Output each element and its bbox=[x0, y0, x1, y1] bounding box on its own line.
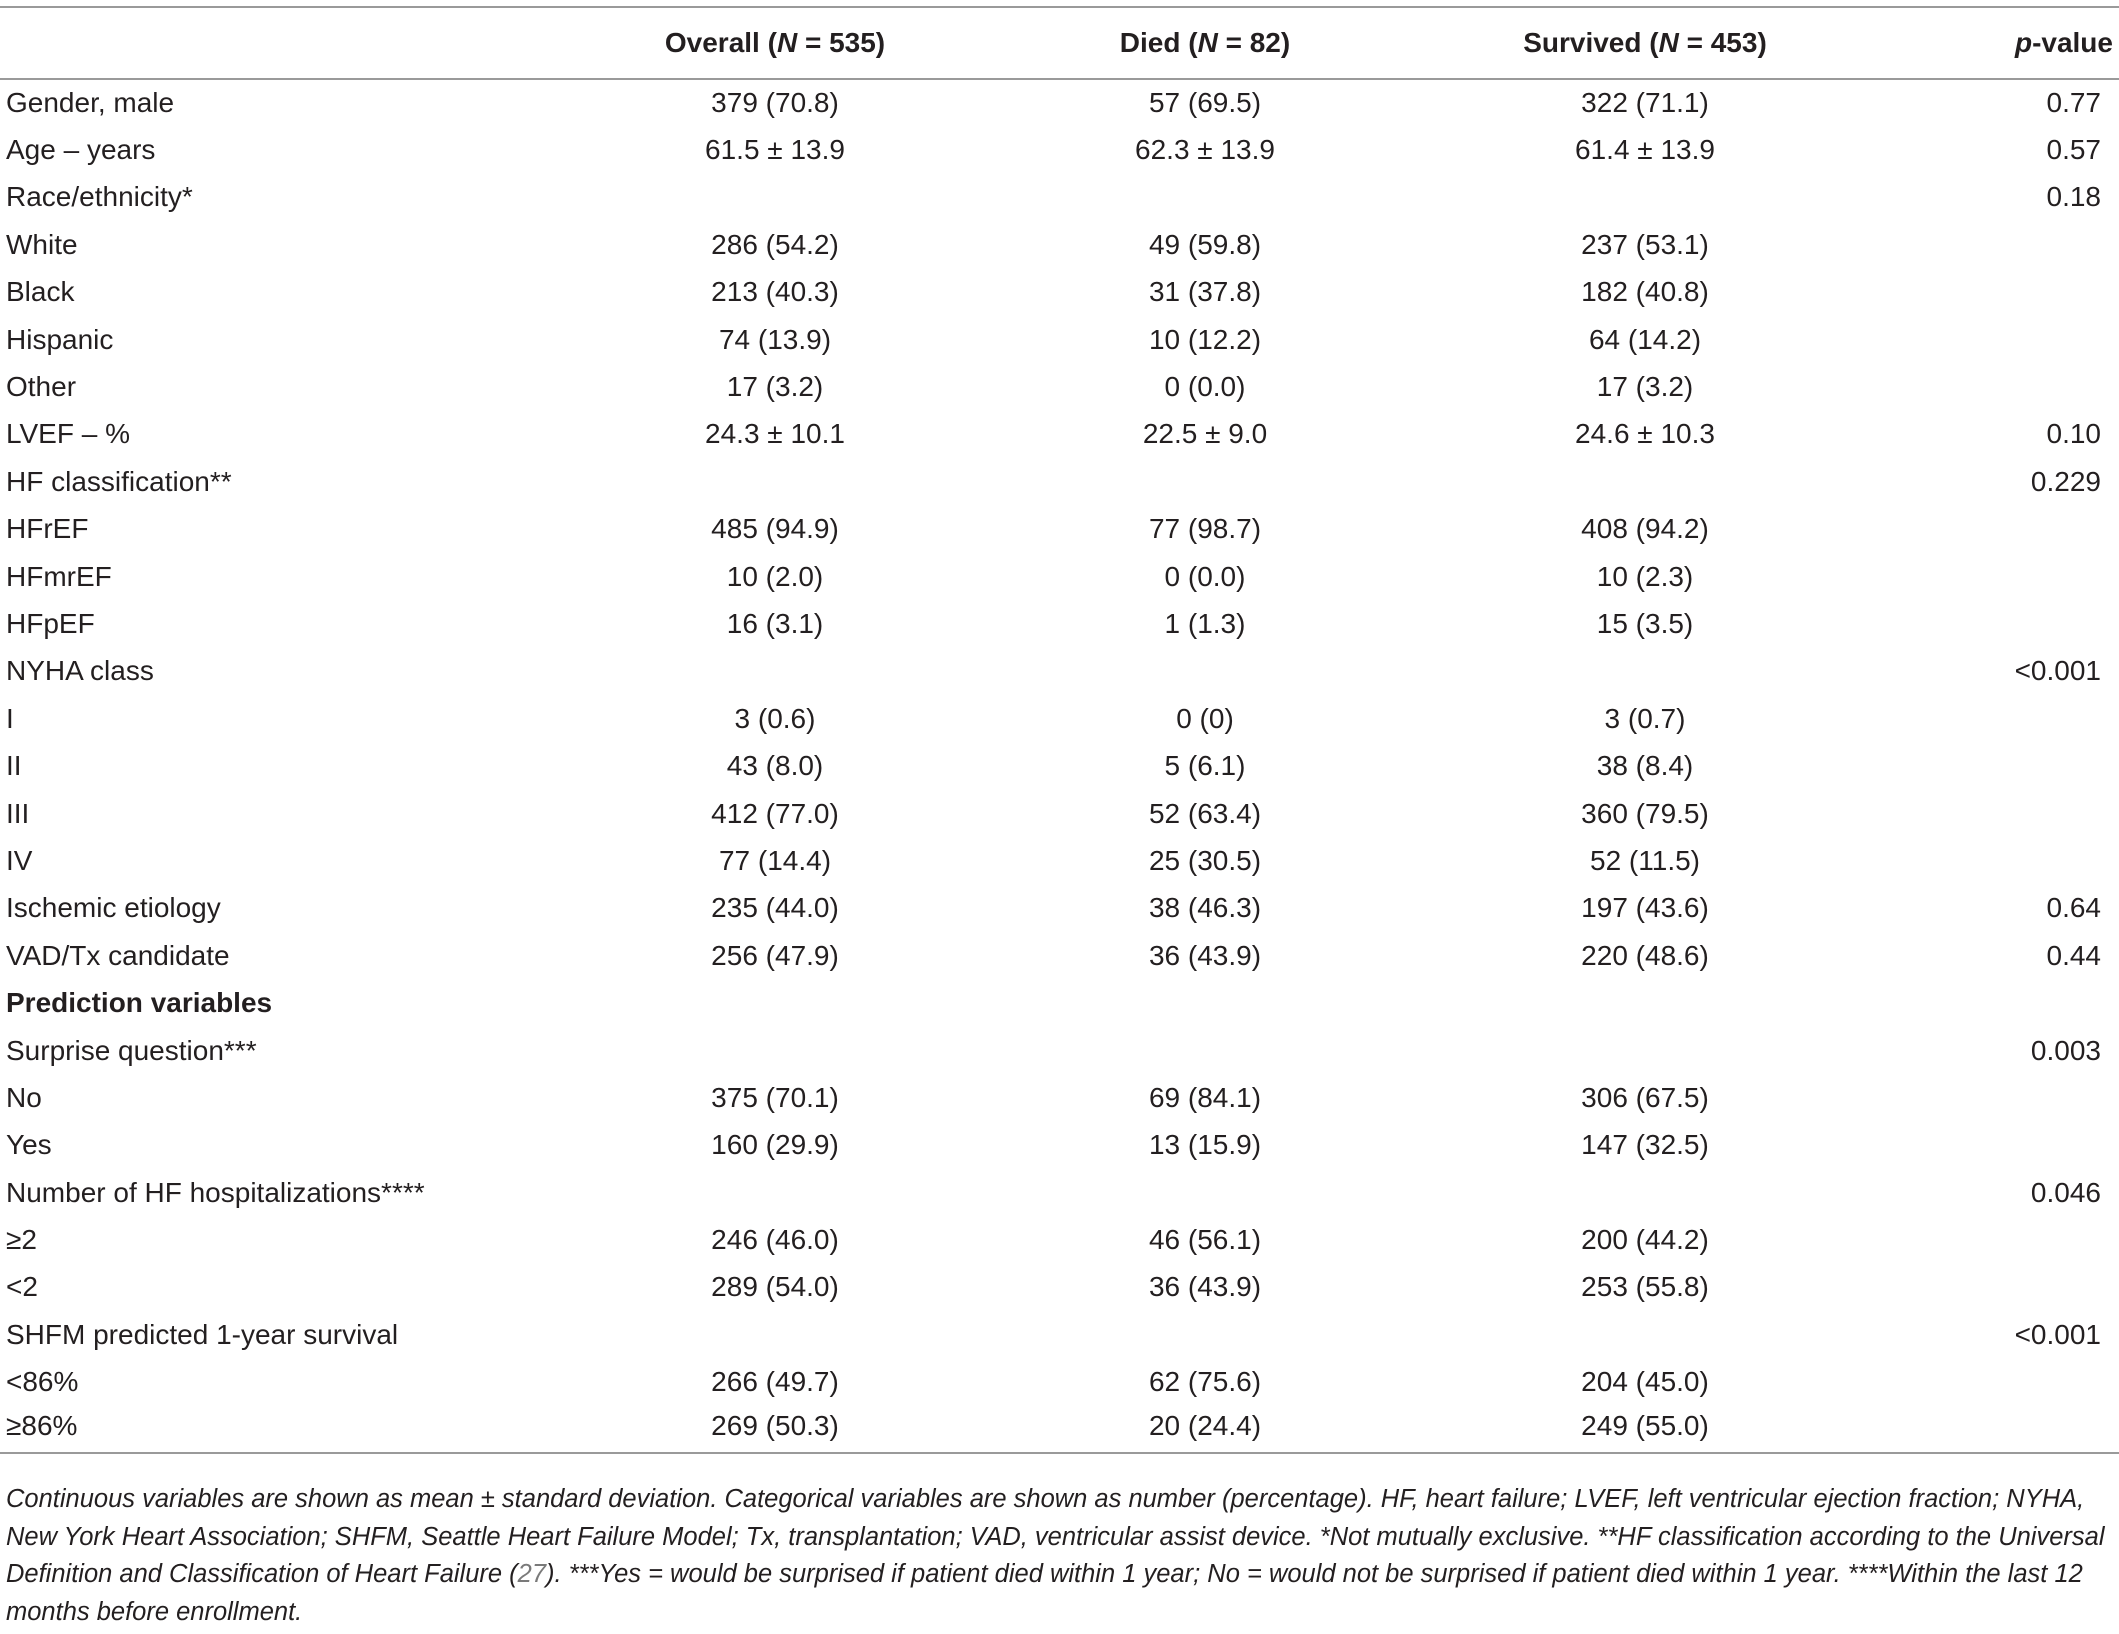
row-label: Yes bbox=[6, 1129, 52, 1161]
cell-overall: 289 (54.0) bbox=[711, 1271, 839, 1303]
cell-p-value bbox=[1870, 363, 2119, 410]
cell-p-value: <0.001 bbox=[2014, 655, 2101, 687]
cell-p-value bbox=[1870, 553, 2119, 600]
cell-overall: 3 (0.6) bbox=[734, 702, 816, 734]
cell-overall bbox=[560, 1027, 990, 1074]
cell-p-value bbox=[1870, 1216, 2119, 1263]
cell-survived: 220 (48.6) bbox=[1581, 939, 1709, 971]
cell-p-value bbox=[1870, 269, 2119, 316]
cell-p-value bbox=[1870, 1264, 2119, 1311]
cell-survived: 182 (40.8) bbox=[1581, 276, 1709, 308]
table-row bbox=[0, 79, 2119, 126]
row-label: No bbox=[6, 1081, 42, 1113]
cell-survived: 200 (44.2) bbox=[1581, 1224, 1709, 1256]
cell-died: 25 (30.5) bbox=[1148, 844, 1262, 876]
cell-p-value bbox=[1870, 600, 2119, 647]
cell-p-value bbox=[1870, 221, 2119, 268]
cell-survived: 249 (55.0) bbox=[1420, 1406, 1870, 1453]
cell-died: 52 (63.4) bbox=[1148, 797, 1262, 829]
footnote-text-end: ). ***Yes = would be surprised if patient died within 1 year; No = would not be surprised if patient died within 1 year. ****Within the last 12 months before enrollment. bbox=[6, 1560, 2083, 1626]
cell-survived: 38 (8.4) bbox=[1596, 750, 1694, 782]
cell-died: 5 (6.1) bbox=[1164, 750, 1246, 782]
cell-p-value bbox=[1870, 979, 2119, 1026]
cell-p-value: 0.77 bbox=[2046, 87, 2101, 119]
cell-survived bbox=[1420, 1027, 1870, 1074]
cell-overall bbox=[560, 1311, 990, 1358]
cell-survived bbox=[1420, 174, 1870, 221]
cell-p-value: 0.003 bbox=[2030, 1034, 2101, 1066]
cell-p-value bbox=[1870, 316, 2119, 363]
table-row bbox=[0, 1359, 2119, 1406]
cell-overall: 74 (13.9) bbox=[718, 323, 832, 355]
table-row bbox=[0, 932, 2119, 979]
cell-survived: 3 (0.7) bbox=[1604, 702, 1686, 734]
cell-overall: 235 (44.0) bbox=[711, 892, 839, 924]
cell-died: 38 (46.3) bbox=[1148, 892, 1262, 924]
cell-died bbox=[990, 1169, 1420, 1216]
cell-died: 36 (43.9) bbox=[1148, 939, 1262, 971]
row-label: White bbox=[6, 228, 78, 260]
cell-overall: 16 (3.1) bbox=[726, 607, 824, 639]
table-container bbox=[0, 6, 2119, 1454]
table-row bbox=[0, 1264, 2119, 1311]
cell-p-value: 0.18 bbox=[2046, 181, 2101, 213]
cell-p-value: 0.046 bbox=[2030, 1176, 2101, 1208]
row-label: Other bbox=[6, 371, 77, 403]
table-row bbox=[0, 1027, 2119, 1074]
row-label: IV bbox=[6, 844, 33, 876]
cell-overall: 17 (3.2) bbox=[726, 371, 824, 403]
cell-overall bbox=[560, 174, 990, 221]
header-label-column bbox=[0, 7, 560, 79]
row-label: Surprise question*** bbox=[6, 1034, 257, 1066]
table-row bbox=[0, 1216, 2119, 1263]
row-label: HFpEF bbox=[6, 607, 95, 639]
table-row bbox=[0, 553, 2119, 600]
cell-died bbox=[990, 648, 1420, 695]
cell-survived: 52 (11.5) bbox=[1590, 844, 1700, 876]
cell-p-value bbox=[1870, 1406, 2119, 1453]
cell-p-value: 0.10 bbox=[2046, 418, 2101, 450]
cell-died bbox=[990, 174, 1420, 221]
cell-overall: 160 (29.9) bbox=[711, 1129, 839, 1161]
cell-survived: 24.6 ± 10.3 bbox=[1575, 418, 1715, 450]
table-row bbox=[0, 269, 2119, 316]
table-row bbox=[0, 695, 2119, 742]
table-body bbox=[0, 79, 2119, 1453]
cell-died: 20 (24.4) bbox=[990, 1406, 1420, 1453]
cell-died: 49 (59.8) bbox=[1148, 228, 1262, 260]
cell-died bbox=[990, 1311, 1420, 1358]
cell-survived: 204 (45.0) bbox=[1581, 1366, 1709, 1398]
footnote-reference-link[interactable]: 27 bbox=[517, 1560, 547, 1588]
table-row bbox=[0, 600, 2119, 647]
cell-overall: 269 (50.3) bbox=[560, 1406, 990, 1453]
cell-p-value bbox=[1870, 1359, 2119, 1406]
cell-p-value bbox=[1870, 1122, 2119, 1169]
cell-overall bbox=[560, 648, 990, 695]
cell-overall: 266 (49.7) bbox=[711, 1366, 839, 1398]
cell-survived: 15 (3.5) bbox=[1596, 607, 1694, 639]
row-label: <86% bbox=[6, 1366, 79, 1398]
cell-died: 46 (56.1) bbox=[1148, 1224, 1262, 1256]
header-died: Died (N = 82) bbox=[990, 7, 1420, 79]
cell-died: 62.3 ± 13.9 bbox=[1135, 134, 1275, 166]
cell-overall: 61.5 ± 13.9 bbox=[705, 134, 845, 166]
row-label: Age – years bbox=[6, 134, 156, 166]
table-row bbox=[0, 1311, 2119, 1358]
cell-overall: 379 (70.8) bbox=[711, 87, 839, 119]
row-label: Gender, male bbox=[6, 87, 175, 119]
row-label: HFmrEF bbox=[6, 560, 112, 592]
table-row bbox=[0, 1074, 2119, 1121]
table-row bbox=[0, 742, 2119, 789]
cell-p-value bbox=[1870, 837, 2119, 884]
row-label: Race/ethnicity* bbox=[6, 181, 193, 213]
cell-died: 69 (84.1) bbox=[1148, 1081, 1262, 1113]
cell-survived bbox=[1420, 648, 1870, 695]
table-footnote bbox=[6, 1481, 2112, 1631]
table-row bbox=[0, 790, 2119, 837]
cell-survived: 64 (14.2) bbox=[1588, 323, 1702, 355]
cell-died bbox=[990, 1027, 1420, 1074]
cell-survived: 10 (2.3) bbox=[1596, 560, 1694, 592]
row-label: Prediction variables bbox=[6, 987, 273, 1019]
cell-survived bbox=[1420, 979, 1870, 1026]
cell-overall: 256 (47.9) bbox=[711, 939, 839, 971]
cell-overall: 24.3 ± 10.1 bbox=[705, 418, 845, 450]
row-label: Ischemic etiology bbox=[6, 892, 221, 924]
row-label: I bbox=[6, 702, 14, 734]
cell-died: 31 (37.8) bbox=[1148, 276, 1262, 308]
row-label: LVEF – % bbox=[6, 418, 130, 450]
cell-died: 36 (43.9) bbox=[1148, 1271, 1262, 1303]
table-row bbox=[0, 648, 2119, 695]
cell-overall bbox=[560, 1169, 990, 1216]
table-row bbox=[0, 174, 2119, 221]
cell-p-value: 0.229 bbox=[2030, 465, 2101, 497]
row-label: II bbox=[6, 750, 22, 782]
cell-survived bbox=[1420, 1169, 1870, 1216]
cell-survived: 253 (55.8) bbox=[1581, 1271, 1709, 1303]
cell-survived: 237 (53.1) bbox=[1581, 228, 1709, 260]
cell-p-value bbox=[1870, 506, 2119, 553]
cell-p-value: 0.44 bbox=[2046, 939, 2101, 971]
cell-p-value: <0.001 bbox=[2014, 1318, 2101, 1350]
cell-p-value bbox=[1870, 790, 2119, 837]
cell-died: 13 (15.9) bbox=[1148, 1129, 1262, 1161]
cell-overall: 286 (54.2) bbox=[711, 228, 839, 260]
baseline-characteristics-table bbox=[0, 6, 2119, 1454]
section-heading-row bbox=[0, 979, 2119, 1026]
cell-died: 0 (0.0) bbox=[1164, 560, 1246, 592]
cell-p-value bbox=[1870, 695, 2119, 742]
cell-overall: 246 (46.0) bbox=[711, 1224, 839, 1256]
cell-overall: 10 (2.0) bbox=[726, 560, 824, 592]
table-row bbox=[0, 1169, 2119, 1216]
cell-died: 1 (1.3) bbox=[1164, 607, 1246, 639]
cell-died: 0 (0.0) bbox=[1164, 371, 1246, 403]
cell-overall: 77 (14.4) bbox=[718, 844, 832, 876]
cell-overall: 213 (40.3) bbox=[711, 276, 839, 308]
table-row bbox=[0, 458, 2119, 505]
row-label: Number of HF hospitalizations**** bbox=[6, 1176, 425, 1208]
row-label: VAD/Tx candidate bbox=[6, 939, 230, 971]
cell-survived: 61.4 ± 13.9 bbox=[1575, 134, 1715, 166]
cell-died: 62 (75.6) bbox=[1148, 1366, 1262, 1398]
row-label: Hispanic bbox=[6, 323, 114, 355]
row-label: SHFM predicted 1-year survival bbox=[6, 1318, 399, 1350]
cell-died: 10 (12.2) bbox=[1148, 323, 1262, 355]
header-overall: Overall (N = 535) bbox=[560, 7, 990, 79]
table-row bbox=[0, 1122, 2119, 1169]
cell-died: 0 (0) bbox=[1176, 702, 1234, 734]
cell-overall: 43 (8.0) bbox=[726, 750, 824, 782]
cell-survived: 147 (32.5) bbox=[1581, 1129, 1709, 1161]
cell-overall bbox=[560, 979, 990, 1026]
table-row bbox=[0, 885, 2119, 932]
footnote-text: Continuous variables are shown as mean ± standard deviation. Categorical variables are shown as number (percentage). HF, heart failure; LVEF, left ventricular ejection fraction; NYHA, New York Heart Association; SHFM, Seattle Heart Failure Model; Tx, transplantation; VAD, ventricular assist device. *Not mutually exclusive. **HF classification according to the Universal Definition and Classification of Heart Failure ( bbox=[6, 1485, 2105, 1588]
table-row bbox=[0, 126, 2119, 173]
cell-overall: 485 (94.9) bbox=[711, 513, 839, 545]
cell-survived: 408 (94.2) bbox=[1581, 513, 1709, 545]
cell-overall: 412 (77.0) bbox=[711, 797, 839, 829]
cell-p-value bbox=[1870, 742, 2119, 789]
row-label: <2 bbox=[6, 1271, 38, 1303]
cell-died: 57 (69.5) bbox=[1148, 87, 1262, 119]
cell-overall: 375 (70.1) bbox=[711, 1081, 839, 1113]
cell-p-value bbox=[1870, 1074, 2119, 1121]
cell-survived bbox=[1420, 1311, 1870, 1358]
cell-survived: 322 (71.1) bbox=[1581, 87, 1709, 119]
cell-died: 22.5 ± 9.0 bbox=[1142, 418, 1268, 450]
table-row bbox=[0, 506, 2119, 553]
cell-p-value: 0.64 bbox=[2046, 892, 2101, 924]
header-p-value: p-value bbox=[1870, 7, 2119, 79]
table-row bbox=[0, 411, 2119, 458]
header-row bbox=[0, 7, 2119, 79]
row-label: ≥2 bbox=[6, 1224, 37, 1256]
header-survived: Survived (N = 453) bbox=[1420, 7, 1870, 79]
cell-died bbox=[990, 458, 1420, 505]
table-row bbox=[0, 221, 2119, 268]
table-row bbox=[0, 363, 2119, 410]
row-label: NYHA class bbox=[6, 655, 154, 687]
cell-survived: 17 (3.2) bbox=[1596, 371, 1694, 403]
table-row bbox=[0, 837, 2119, 884]
row-label: Black bbox=[6, 276, 75, 308]
cell-survived: 197 (43.6) bbox=[1581, 892, 1709, 924]
cell-survived bbox=[1420, 458, 1870, 505]
row-label: HFrEF bbox=[6, 513, 89, 545]
cell-survived: 360 (79.5) bbox=[1581, 797, 1709, 829]
cell-died: 77 (98.7) bbox=[1148, 513, 1262, 545]
table-row bbox=[0, 1406, 2119, 1453]
table-row bbox=[0, 316, 2119, 363]
cell-died bbox=[990, 979, 1420, 1026]
cell-p-value: 0.57 bbox=[2046, 134, 2101, 166]
cell-survived: 306 (67.5) bbox=[1581, 1081, 1709, 1113]
row-label: III bbox=[6, 797, 30, 829]
table-header bbox=[0, 7, 2119, 79]
row-label: ≥86% bbox=[0, 1406, 560, 1453]
cell-overall bbox=[560, 458, 990, 505]
row-label: HF classification** bbox=[6, 465, 232, 497]
